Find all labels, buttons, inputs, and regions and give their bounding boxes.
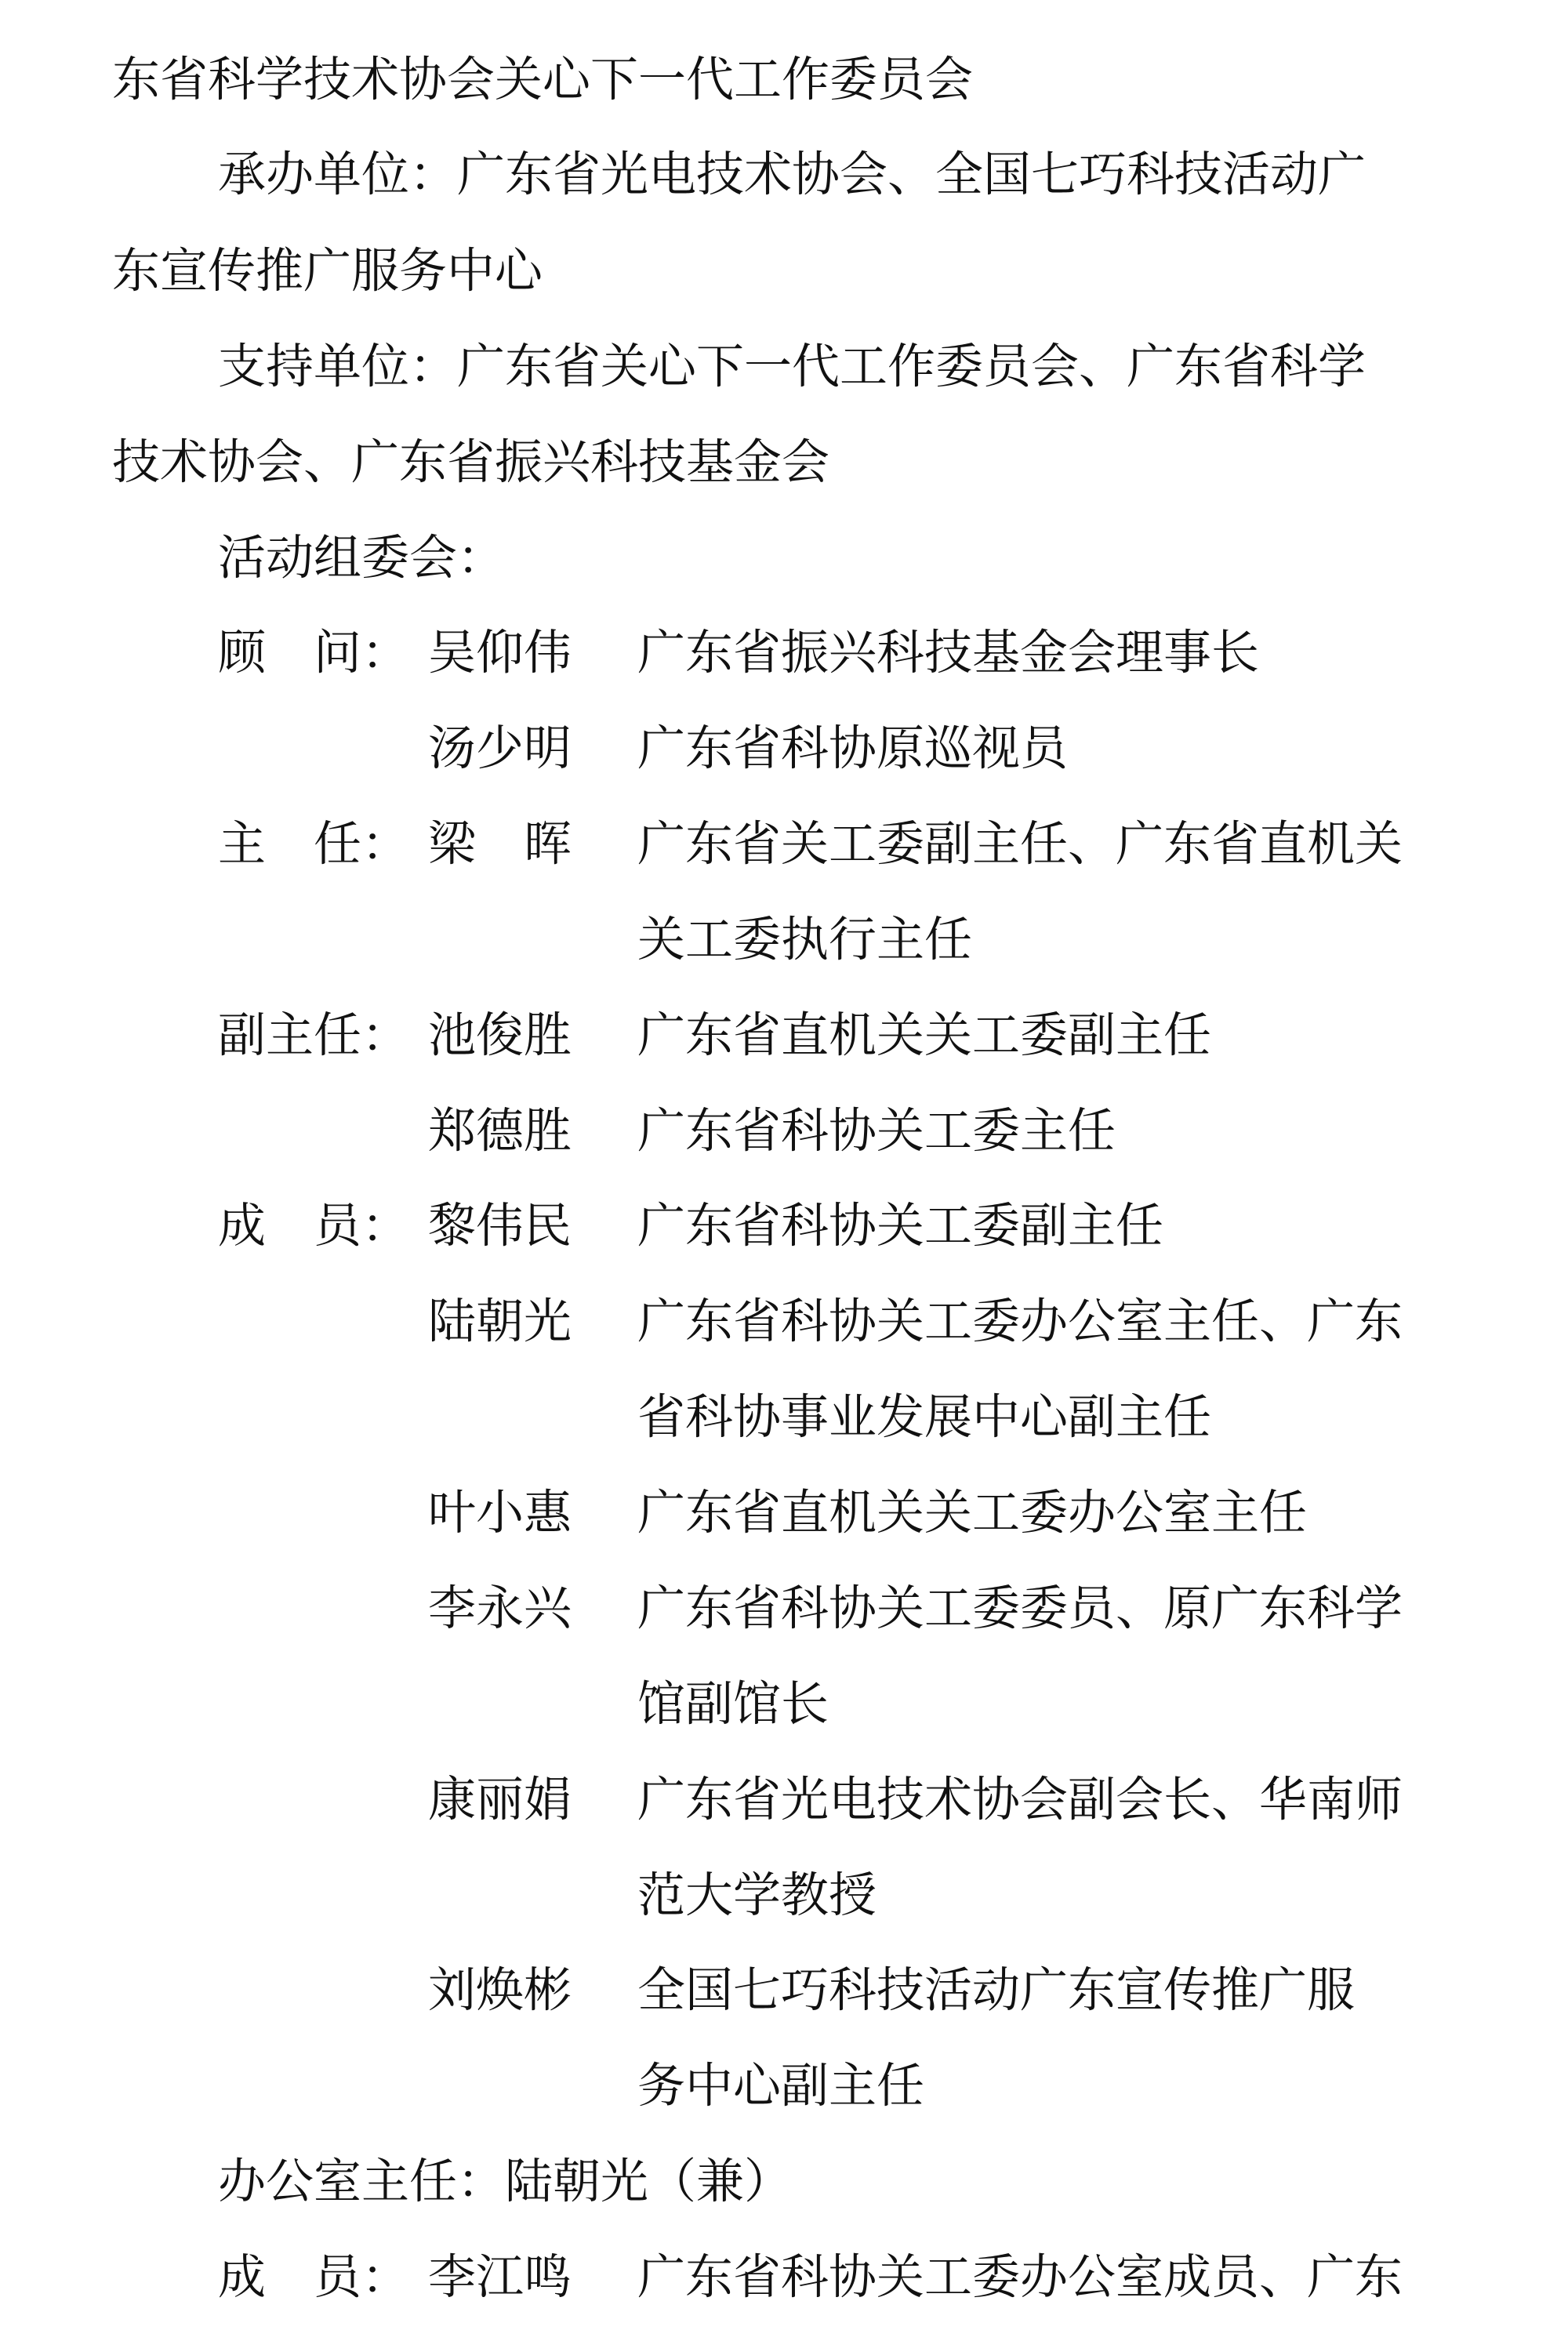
member-3-title: 广东省直机关关工委办公室主任 (637, 1485, 1308, 1541)
advisor-2-name: 汤少明 (428, 720, 572, 776)
deputy-2-title: 广东省科协关工委主任 (637, 1103, 1116, 1159)
office-role-member: 成 员： (218, 2249, 410, 2305)
member-1-title: 广东省科协关工委副主任 (637, 1198, 1164, 1254)
member-6-title-line-2: 务中心副主任 (637, 2058, 925, 2114)
organizer-line-2: 东宣传推广服务中心 (112, 243, 543, 299)
role-deputy-director: 副主任： (218, 1007, 410, 1063)
deputy-2-name: 郑德胜 (428, 1103, 572, 1159)
member-5-title-line-2: 范大学教授 (637, 1867, 877, 1923)
committee-heading: 活动组委会： (218, 530, 506, 586)
office-member-1-name: 李江鸣 (428, 2249, 572, 2305)
supporter-line-1: 支持单位：广东省关心下一代工作委员会、广东省科学 (218, 339, 1367, 394)
organizer-line-1: 承办单位：广东省光电技术协会、全国七巧科技活动广 (218, 147, 1367, 202)
member-4-title-line-2: 馆副馆长 (637, 1676, 829, 1732)
supporter-line-2: 技术协会、广东省振兴科技基金会 (112, 434, 830, 490)
member-4-name: 李永兴 (428, 1581, 572, 1636)
role-advisor: 顾 问： (218, 625, 410, 680)
office-member-1-title: 广东省科协关工委办公室成员、广东 (637, 2249, 1403, 2305)
member-1-name: 黎伟民 (428, 1198, 572, 1254)
advisor-2-title: 广东省科协原巡视员 (637, 720, 1069, 776)
role-director: 主 任： (218, 816, 410, 872)
member-2-title-line-2: 省科协事业发展中心副主任 (637, 1389, 1212, 1445)
deputy-1-name: 池俊胜 (428, 1007, 572, 1063)
director-name: 梁 晖 (428, 816, 572, 872)
advisor-1-name: 吴仰伟 (428, 625, 572, 680)
member-2-title-line-1: 广东省科协关工委办公室主任、广东 (637, 1294, 1403, 1349)
advisor-1-title: 广东省振兴科技基金会理事长 (637, 625, 1260, 680)
member-5-title-line-1: 广东省光电技术协会副会长、华南师 (637, 1772, 1403, 1827)
deputy-1-title: 广东省直机关关工委副主任 (637, 1007, 1212, 1063)
member-2-name: 陆朝光 (428, 1294, 572, 1349)
member-5-name: 康丽娟 (428, 1772, 572, 1827)
member-6-name: 刘焕彬 (428, 1962, 572, 2018)
member-3-name: 叶小惠 (428, 1485, 572, 1541)
role-member: 成 员： (218, 1198, 410, 1254)
office-director-line: 办公室主任：陆朝光（兼） (218, 2154, 793, 2209)
director-title-line-2: 关工委执行主任 (637, 912, 973, 967)
member-6-title-line-1: 全国七巧科技活动广东宣传推广服 (637, 1962, 1356, 2018)
director-title-line-1: 广东省关工委副主任、广东省直机关 (637, 816, 1403, 872)
member-4-title-line-1: 广东省科协关工委委员、原广东科学 (637, 1581, 1403, 1636)
text-line-sponsor-continuation: 东省科学技术协会关心下一代工作委员会 (112, 52, 974, 107)
